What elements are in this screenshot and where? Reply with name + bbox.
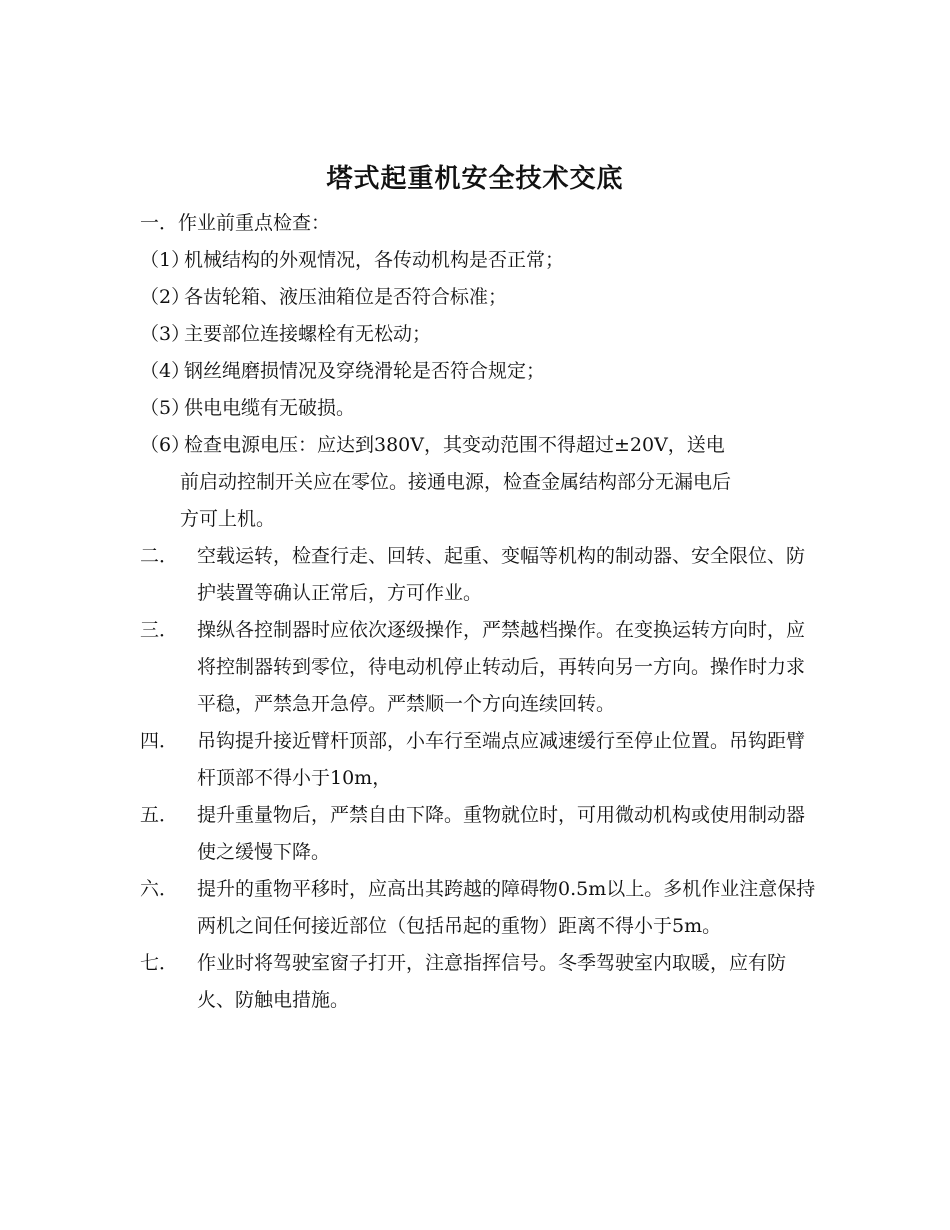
item-text: 空载运转，检查行走、回转、起重、变幅等机构的制动器、安全限位、防护装置等确认正常后，方可作业。	[197, 545, 806, 604]
check-number: （1）	[140, 249, 191, 271]
document-body	[140, 205, 820, 1019]
item-number: 六．	[140, 878, 179, 900]
check-item-power	[140, 427, 820, 464]
item-number: 四．	[140, 730, 179, 752]
check-number: （4）	[140, 360, 191, 382]
numbered-item	[140, 871, 820, 945]
item-text: 操纵各控制器时应依次逐级操作，严禁越档操作。在变换运转方向时，应将控制器转到零位，待电动机停止转动后，再转向另一方向。操作时力求平稳，严禁急开急停。严禁顺一个方向连续回转。	[197, 619, 806, 715]
item-number: 二．	[140, 545, 179, 567]
check-item	[140, 353, 820, 390]
check-item	[140, 316, 820, 353]
check-text-line: 前启动控制开关应在零位。接通电源，检查金属结构部分无漏电后	[180, 471, 732, 493]
check-item	[140, 279, 820, 316]
item-text: 提升的重物平移时，应高出其跨越的障碍物0.5m以上。多机作业注意保持两机之间任何接近部位（包括吊起的重物）距离不得小于5m。	[197, 878, 816, 937]
check-item	[140, 242, 820, 279]
numbered-item	[140, 945, 820, 1019]
check-text: 钢丝绳磨损情况及穿绕滑轮是否符合规定；	[184, 360, 546, 382]
check-text: 主要部位连接螺栓有无松动；	[184, 323, 432, 345]
check-item	[140, 390, 820, 427]
item-number: 三．	[140, 619, 179, 641]
numbered-item	[140, 612, 820, 723]
numbered-item	[140, 723, 820, 797]
check-text: 各齿轮箱、液压油箱位是否符合标准；	[184, 286, 508, 308]
item-number: 七．	[140, 952, 179, 974]
item-text: 作业时将驾驶室窗子打开，注意指挥信号。冬季驾驶室内取暖，应有防火、防触电措施。	[197, 952, 787, 1011]
check-number: （3）	[140, 323, 191, 345]
check-text-line: 检查电源电压：应达到380V，其变动范围不得超过±20V，送电	[184, 434, 725, 456]
check-text: 供电电缆有无破损。	[184, 397, 356, 419]
check-number: （2）	[140, 286, 191, 308]
check-text-line: 方可上机。	[180, 508, 276, 530]
item-number: 五．	[140, 804, 179, 826]
check-number: （6）	[140, 434, 191, 456]
item-text: 提升重量物后，严禁自由下降。重物就位时，可用微动机构或使用制动器使之缓慢下降。	[197, 804, 806, 863]
item-text: 吊钩提升接近臂杆顶部，小车行至端点应减速缓行至停止位置。吊钩距臂杆顶部不得小于10m，	[197, 730, 806, 789]
check-number: （5）	[140, 397, 191, 419]
numbered-item	[140, 797, 820, 871]
section-heading: 一．作业前重点检查：	[140, 212, 331, 234]
document-title: 塔式起重机安全技术交底	[326, 164, 624, 194]
numbered-item	[140, 538, 820, 612]
check-text: 机械结构的外观情况，各传动机构是否正常；	[184, 249, 565, 271]
